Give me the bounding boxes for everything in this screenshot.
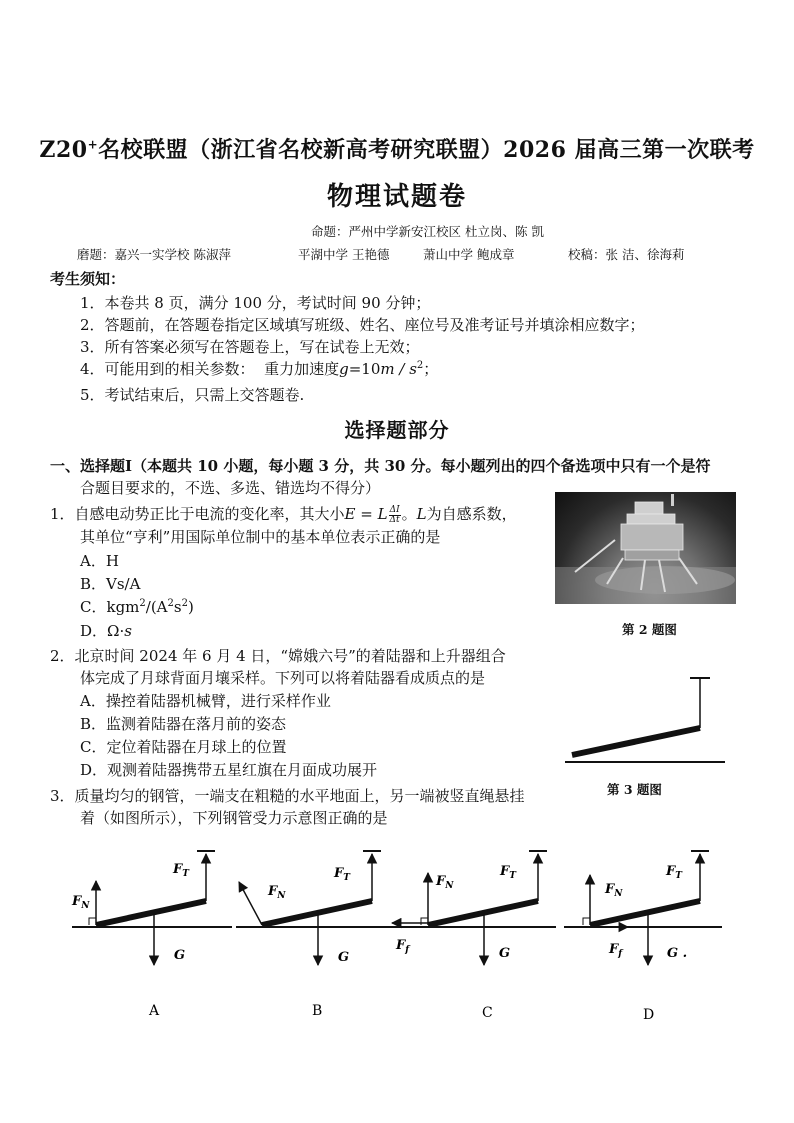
- lander-photo: [555, 492, 736, 604]
- label-ft-c: $F_T$: [500, 864, 516, 881]
- q2-stem-line1: 2．北京时间 2024 年 6 月 4 日，“嫦娥六号”的着陆器和上升器组合: [50, 647, 506, 665]
- q1-option-d: D．Ω·s: [80, 622, 132, 640]
- q1-option-b: B．Vs/A: [80, 575, 141, 593]
- notice-item-3: 3．所有答案必须写在答题卷上，写在试卷上无效；: [80, 338, 420, 356]
- label-g-a: G: [174, 948, 186, 963]
- credit-setters: 命题：严州中学新安江校区 杜立岗、陈 凯: [311, 224, 544, 239]
- diagram-d: [564, 851, 722, 1023]
- q2-option-d: D．观测着陆器携带五星红旗在月面成功展开: [80, 761, 378, 779]
- q3-stem-line2: 着（如图所示），下列钢管受力示意图正确的是: [80, 809, 388, 827]
- notice-item-2: 2．答题前，在答题卷指定区域填写班级、姓名、座位号及准考证号并填涂相应数字；: [80, 316, 645, 334]
- label-fn-c: $F_N$: [436, 874, 454, 891]
- label-g-b: G: [338, 950, 350, 965]
- label-ff-c: $F_f$: [396, 938, 410, 955]
- notice-item-5: 5．考试结束后，只需上交答题卷.: [80, 386, 305, 404]
- credit-reviewer-1: 磨题：嘉兴一实学校 陈淑萍: [77, 247, 231, 262]
- q2-option-b: B．监测着陆器在落月前的姿态: [80, 715, 287, 733]
- label-g-d: G .: [667, 946, 688, 961]
- label-ft-b: $F_T$: [334, 866, 350, 883]
- credit-reviewer-3: 萧山中学 鲍成章: [423, 247, 515, 262]
- notice-heading: 考生须知：: [50, 270, 126, 288]
- diagram-c: [386, 851, 556, 1021]
- section-title: 选择题部分: [344, 418, 450, 442]
- label-fn-a: $F_N$: [72, 894, 90, 911]
- q3-figure: [560, 670, 740, 770]
- label-g-c: G: [499, 946, 511, 961]
- q2-figure-caption: 第 2 题图: [622, 622, 677, 637]
- label-option-a: A: [149, 1003, 160, 1019]
- label-ff-d: $F_f$: [609, 942, 623, 959]
- label-ft-a: $F_T$: [173, 862, 189, 879]
- q2-option-a: A．操控着陆器机械臂，进行采样作业: [80, 692, 331, 710]
- notice-item-1: 1．本卷共 8 页，满分 100 分，考试时间 90 分钟；: [80, 294, 431, 312]
- part1-instruction-line2: 合题目要求的，不选、多选、错选均不得分）: [80, 479, 381, 497]
- credit-reviewer-2: 平湖中学 王艳德: [298, 247, 390, 262]
- force-diagrams: [0, 835, 794, 1035]
- label-option-b: B: [312, 1003, 323, 1019]
- q1-stem-line2: 其单位“亨利”用国际单位制中的基本单位表示正确的是: [80, 528, 441, 546]
- label-option-c: C: [482, 1005, 493, 1021]
- page-subtitle: 物理试题卷: [326, 182, 467, 212]
- q3-stem-line1: 3．质量均匀的钢管，一端支在粗糙的水平地面上，另一端被竖直绳悬挂: [50, 787, 525, 805]
- q2-stem-line2: 体完成了月球背面月壤采样。下列可以将着陆器看成质点的是: [80, 669, 486, 687]
- diagram-b: [236, 851, 392, 1019]
- credit-proofreaders: 校稿：张 洁、徐海莉: [568, 247, 685, 262]
- label-option-d: D: [643, 1007, 655, 1023]
- label-ft-d: $F_T$: [666, 864, 682, 881]
- q3-figure-caption: 第 3 题图: [607, 782, 662, 797]
- q1-option-c: C．$kgm^2/(A^2s^2)$: [80, 598, 194, 616]
- part1-instruction-line1: 一、选择题Ⅰ（本题共 10 小题，每小题 3 分，共 30 分。每小题列出的四个备选项中只有一个是符: [50, 457, 711, 475]
- exam-title: Z20+名校联盟（浙江省名校新高考研究联盟）2026 届高三第一次联考: [39, 137, 755, 163]
- label-fn-b: $F_N$: [268, 884, 286, 901]
- label-fn-d: $F_N$: [605, 882, 623, 899]
- q2-option-c: C．定位着陆器在月球上的位置: [80, 738, 287, 756]
- diagram-a: [71, 851, 232, 1019]
- q1-option-a: A．H: [80, 552, 119, 570]
- q1-stem-line1: 1．自感电动势正比于电流的变化率，其大小E = L $\frac{\Delta I}{\Delta t}$ 。L为自感系数，: [50, 504, 517, 525]
- notice-item-4: 4．可能用到的相关参数： 重力加速度$g=10m / s^2$；: [80, 360, 439, 378]
- q1-fraction: $\frac{\Delta I}{\Delta t}$: [389, 504, 400, 525]
